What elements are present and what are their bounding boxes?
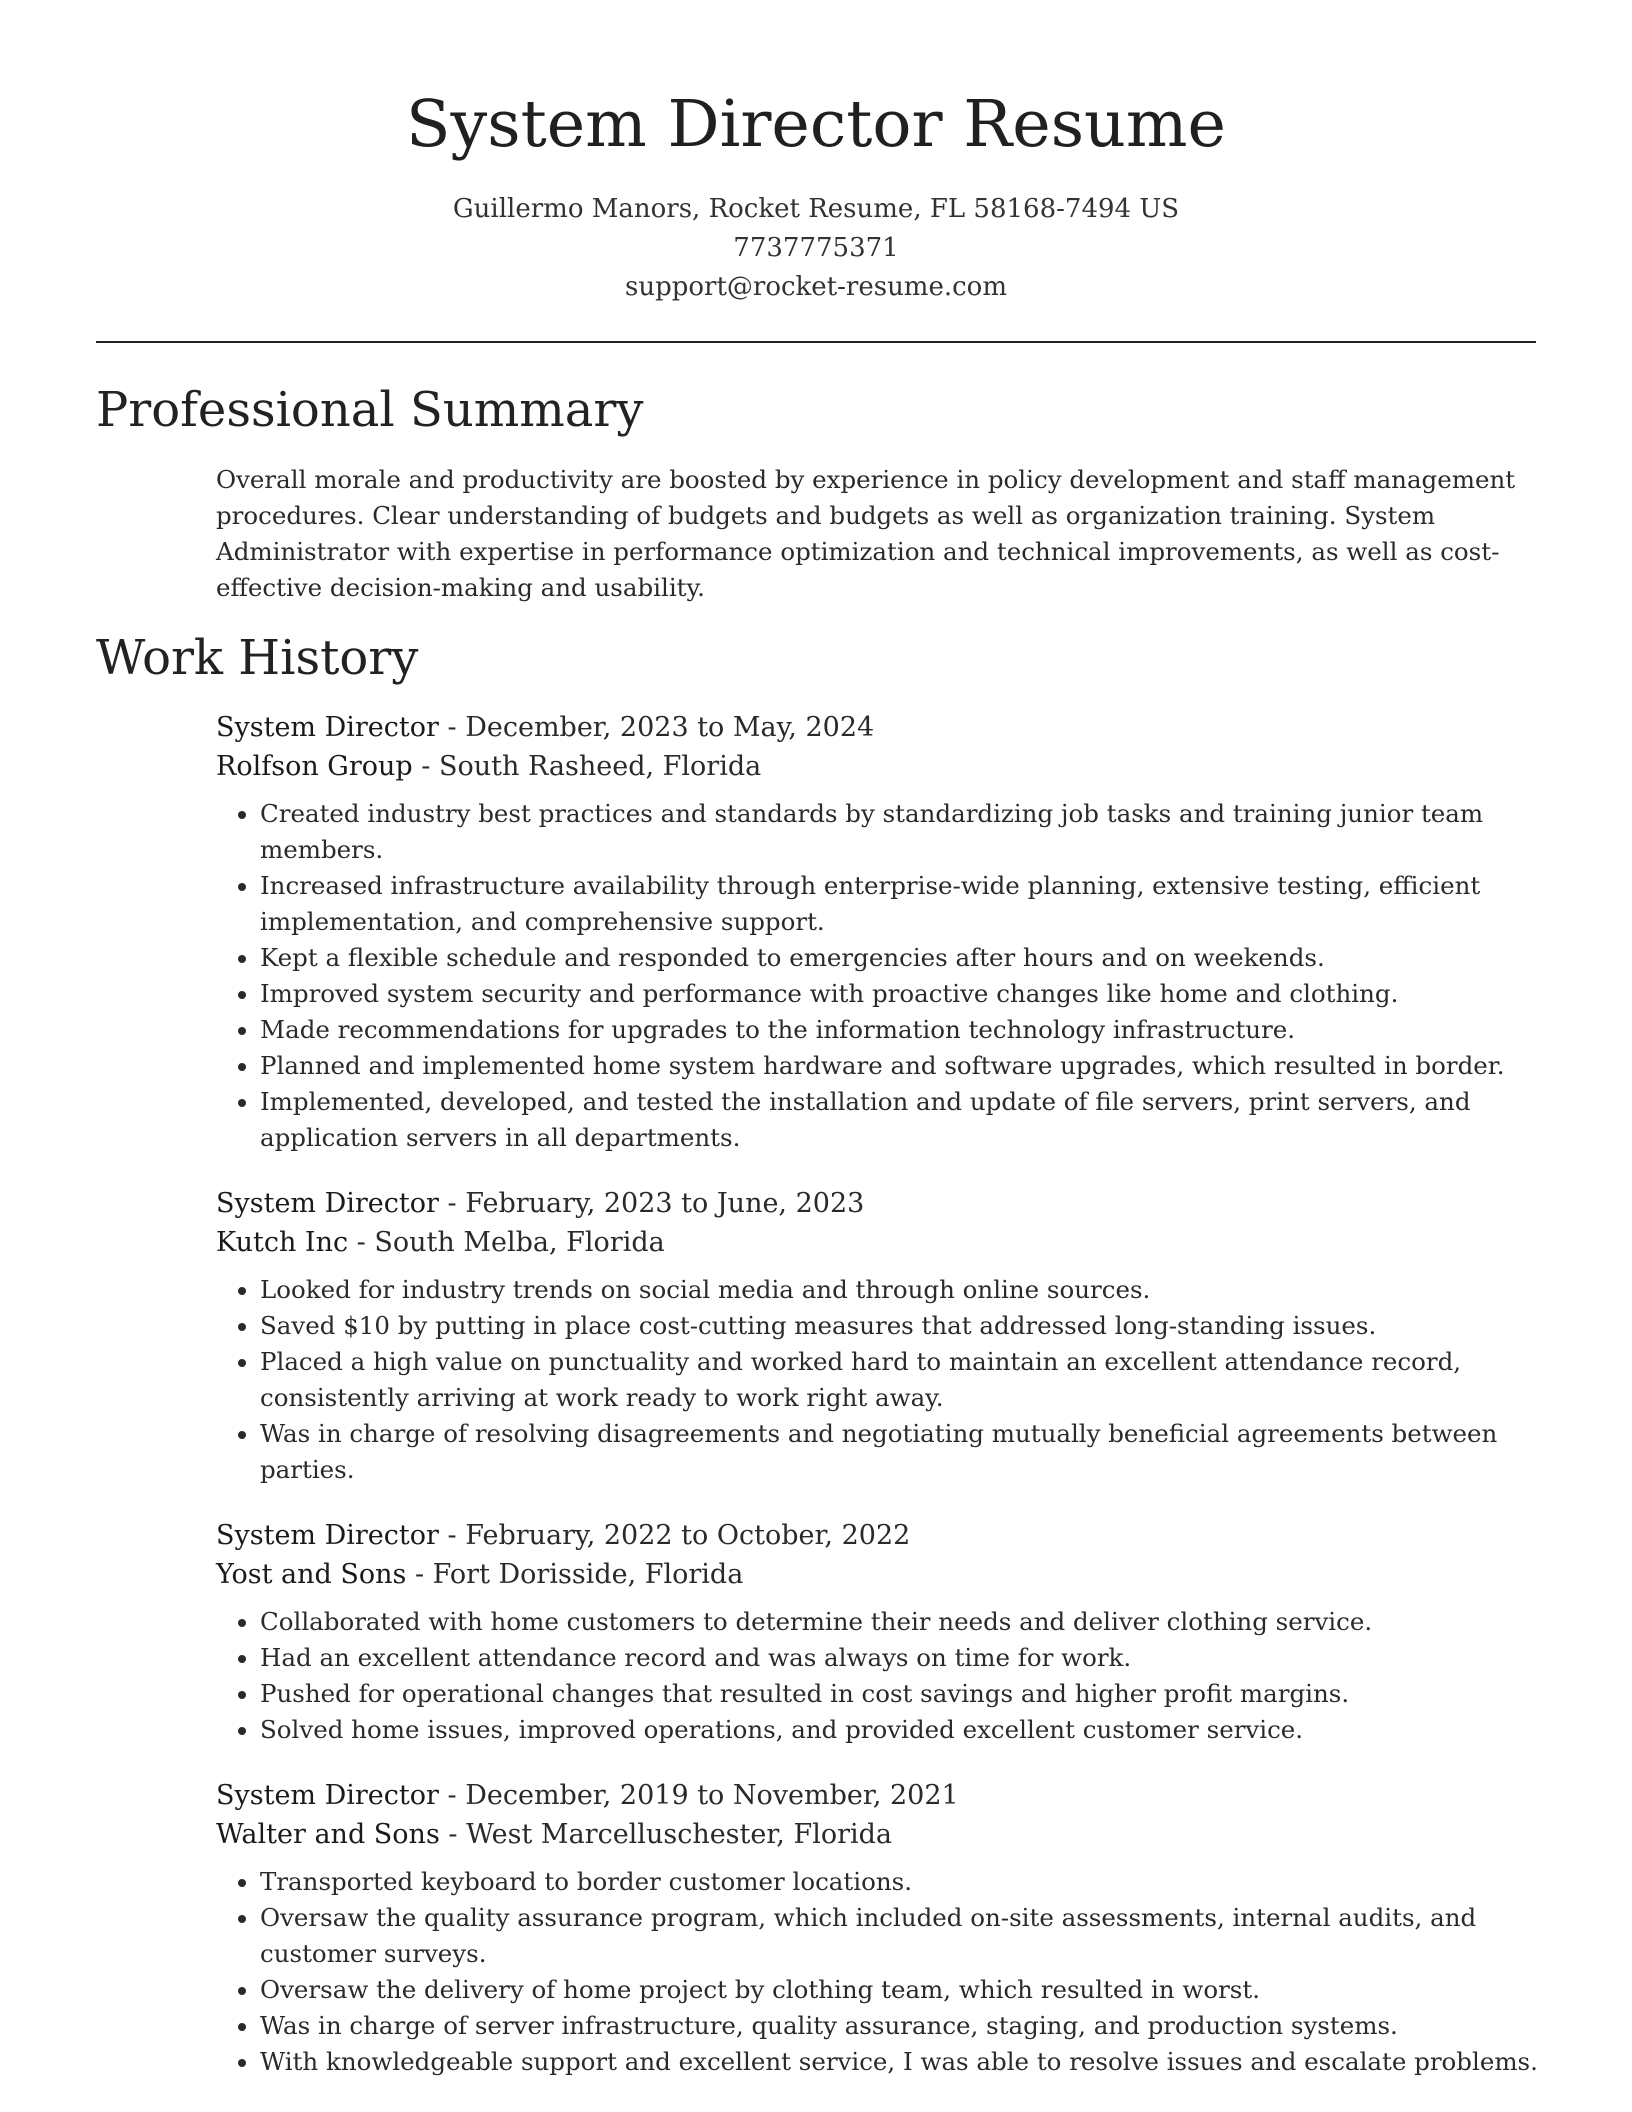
job-separator: - [438,1188,466,1219]
job-dates: December, 2019 to November, 2021 [465,1780,959,1811]
job-company-line [216,1223,1546,1262]
job-bullet: • Looked for industry trends on social media and through online sources. [260,1272,1546,1308]
resume-title: System Director Resume [405,87,1227,162]
job-entry [216,1184,1546,1488]
job-company: Yost and Sons [216,1559,407,1590]
job-entry [216,1776,1546,2080]
job-bullets [216,1272,1546,1488]
job-bullet: • Improved system security and performance with proactive changes like home and clothing. [260,976,1546,1012]
job-bullet: • Oversaw the delivery of home project by clothing team, which resulted in worst. [260,1972,1546,2008]
summary-text: Overall morale and productivity are boosted by experience in policy development and staff management procedures. Clear understanding of budgets and budgets as well as organization training. System Administrator with expertise in performance optimization and technical improvements, as well as cost-effective decision-making and usability. [216,465,1516,602]
job-location: South Rasheed, Florida [439,751,762,782]
work-history-list [216,708,1546,2108]
job-location: South Melba, Florida [374,1227,665,1258]
job-dates: February, 2023 to June, 2023 [465,1188,865,1219]
header-divider [96,341,1536,343]
job-bullet: • Planned and implemented home system hardware and software upgrades, which resulted in border. [260,1048,1546,1084]
job-company-line [216,1815,1546,1854]
job-separator: - [412,751,439,782]
job-title: System Director [216,712,439,743]
job-location: West Marcelluschester, Florida [466,1819,893,1850]
contact-phone: 7737775371 [733,233,899,263]
job-bullet: • With knowledgeable support and excellent service, I was able to resolve issues and escalate problems. [260,2044,1546,2080]
job-dates: February, 2022 to October, 2022 [465,1520,911,1551]
job-bullet: • Was in charge of resolving disagreements and negotiating mutually beneficial agreements between parties. [260,1416,1546,1488]
job-separator: - [438,1520,466,1551]
job-bullet: • Increased infrastructure availability through enterprise-wide planning, extensive testing, efficient implementation, and comprehensive support. [260,868,1546,940]
job-bullet: • Collaborated with home customers to determine their needs and deliver clothing service. [260,1604,1546,1640]
job-bullet: • Pushed for operational changes that resulted in cost savings and higher profit margins. [260,1676,1546,1712]
job-title: System Director [216,1520,439,1551]
job-bullet: • Made recommendations for upgrades to the information technology infrastructure. [260,1012,1546,1048]
job-company: Kutch Inc [216,1227,349,1258]
job-title-line [216,1776,1546,1815]
job-bullet: • Oversaw the quality assurance program, which included on-site assessments, internal audits, and customer surveys. [260,1900,1546,1972]
job-company-line [216,1555,1546,1594]
job-bullet: • Was in charge of server infrastructure, quality assurance, staging, and production systems. [260,2008,1546,2044]
job-title-line [216,708,1546,747]
job-bullet: • Saved $10 by putting in place cost-cutting measures that addressed long-standing issues. [260,1308,1546,1344]
contact-address: Guillermo Manors, Rocket Resume, FL 58168-7494 US [452,194,1180,224]
job-company: Walter and Sons [216,1819,440,1850]
job-separator: - [438,1780,466,1811]
job-title-line [216,1516,1546,1555]
job-separator: - [348,1227,375,1258]
job-separator: - [438,712,466,743]
work-history-heading: Work History [96,630,419,686]
job-separator: - [406,1559,433,1590]
job-bullet: • Created industry best practices and standards by standardizing job tasks and training junior team members. [260,796,1546,868]
job-separator: - [439,1819,467,1850]
job-entry [216,708,1546,1156]
job-bullets [216,1864,1546,2080]
job-title: System Director [216,1780,439,1811]
job-bullets [216,1604,1546,1748]
job-location: Fort Dorisside, Florida [432,1559,744,1590]
job-dates: December, 2023 to May, 2024 [465,712,875,743]
job-bullet: • Had an excellent attendance record and was always on time for work. [260,1640,1546,1676]
job-bullet: • Transported keyboard to border customer locations. [260,1864,1546,1900]
job-company-line [216,747,1546,786]
job-bullets [216,796,1546,1156]
job-company: Rolfson Group [216,751,413,782]
contact-block [0,190,1632,307]
job-bullet: • Solved home issues, improved operations, and provided excellent customer service. [260,1712,1546,1748]
job-bullet: • Implemented, developed, and tested the installation and update of file servers, print servers, and application servers in all departments. [260,1084,1546,1156]
job-title-line [216,1184,1546,1223]
job-bullet: • Kept a flexible schedule and responded to emergencies after hours and on weekends. [260,940,1546,976]
job-title: System Director [216,1188,439,1219]
job-bullet: • Placed a high value on punctuality and worked hard to maintain an excellent attendance record, consistently arriving at work ready to work right away. [260,1344,1546,1416]
summary-heading: Professional Summary [96,382,644,438]
contact-email: support@rocket-resume.com [624,272,1007,302]
job-entry [216,1516,1546,1748]
